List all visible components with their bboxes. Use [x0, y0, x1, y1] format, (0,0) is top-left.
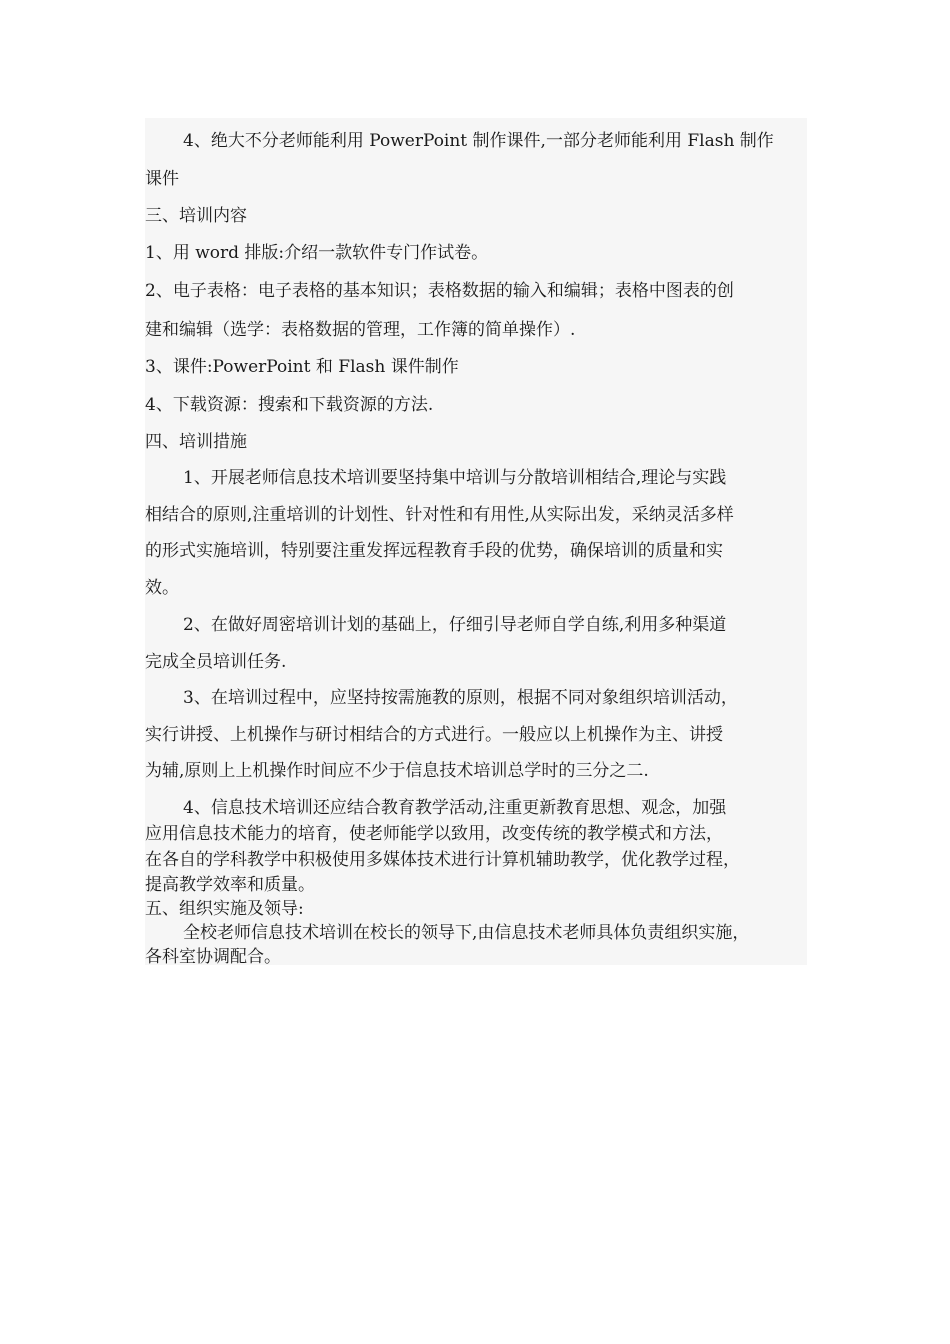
section-heading: 五、组织实施及领导: [145, 899, 304, 919]
text-line: 4、绝大不分老师能利用 PowerPoint 制作课件,一部分老师能利用 Flash 制作 [183, 131, 774, 151]
text-line: 4、信息技术培训还应结合教育教学活动,注重更新教育思想、观念，加强 [183, 798, 727, 818]
text-line: 的形式实施培训，特别要注重发挥远程教育手段的优势，确保培训的质量和实 [145, 541, 723, 561]
text-line: 应用信息技术能力的培育，使老师能学以致用，改变传统的教学模式和方法， [145, 824, 723, 844]
text-line: 实行讲授、上机操作与研讨相结合的方式进行。一般应以上机操作为主、讲授 [145, 725, 723, 745]
text-line: 为辅,原则上上机操作时间应不少于信息技术培训总学时的三分之二. [145, 761, 649, 781]
text-line: 全校老师信息技术培训在校长的领导下,由信息技术老师具体负责组织实施， [183, 923, 750, 943]
text-line: 2、在做好周密培训计划的基础上，仔细引导老师自学自练,利用多种渠道 [183, 615, 727, 635]
text-line: 1、开展老师信息技术培训要坚持集中培训与分散培训相结合,理论与实践 [183, 468, 727, 488]
text-line: 3、课件:PowerPoint 和 Flash 课件制作 [145, 357, 459, 377]
text-line: 建和编辑（选学：表格数据的管理，工作簿的简单操作）. [145, 320, 576, 340]
section-heading: 四、培训措施 [145, 432, 247, 452]
text-line: 在各自的学科教学中积极使用多媒体技术进行计算机辅助教学，优化教学过程， [145, 850, 740, 870]
text-line: 完成全员培训任务. [145, 652, 287, 672]
text-line: 效。 [145, 578, 179, 598]
text-line: 2、电子表格：电子表格的基本知识；表格数据的输入和编辑；表格中图表的创 [145, 281, 734, 301]
text-line: 提高教学效率和质量。 [145, 875, 315, 895]
text-line: 1、用 word 排版:介绍一款软件专门作试卷。 [145, 243, 489, 263]
text-line: 4、下载资源：搜索和下载资源的方法. [145, 395, 434, 415]
text-line: 相结合的原则,注重培训的计划性、针对性和有用性,从实际出发，采纳灵活多样 [145, 505, 734, 525]
text-line: 各科室协调配合。 [145, 947, 281, 967]
text-line: 课件 [145, 169, 179, 189]
section-heading: 三、培训内容 [145, 206, 247, 226]
text-line: 3、在培训过程中，应坚持按需施教的原则，根据不同对象组织培训活动， [183, 688, 738, 708]
